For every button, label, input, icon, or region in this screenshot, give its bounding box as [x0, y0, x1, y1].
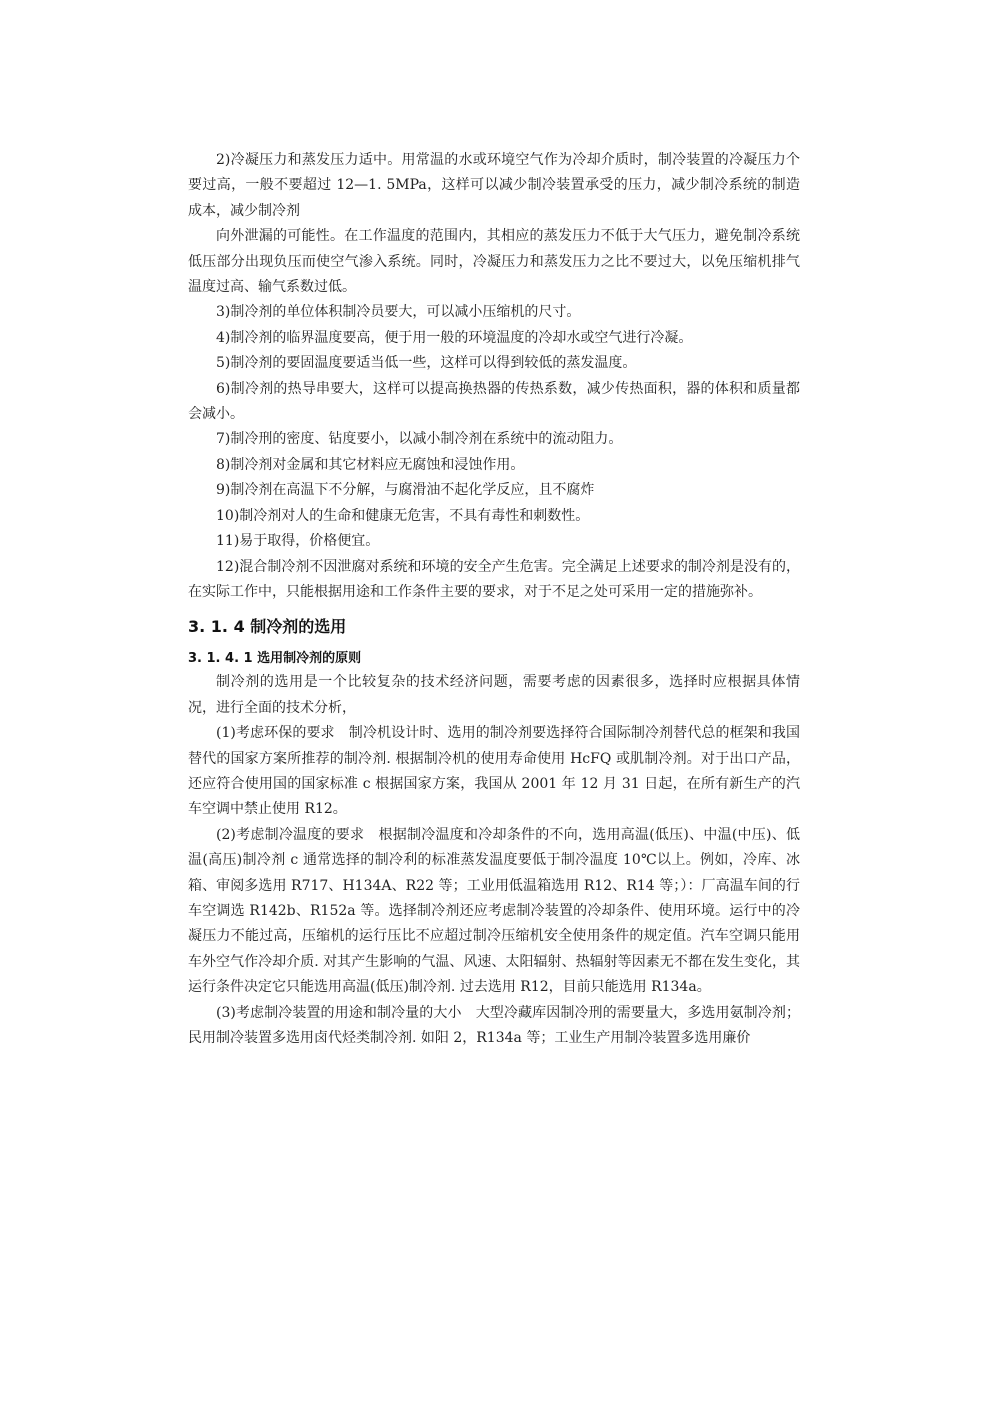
paragraph-usage: (3)考虑制冷装置的用途和制冷量的大小 大型冷藏库因制冷刑的需要量大，多选用氨制冷剂；民用制冷装置多选用卤代烃类制冷剂. 如阳 2，R134a 等；工业生产用制冷装置多选用廉价 — [188, 1004, 800, 1046]
paragraph-selection-intro: 制冷剂的选用是一个比较复杂的技术经济问题，需要考虑的因素很多，选择时应根据具体情况，进行全面的技术分析， — [188, 674, 800, 716]
paragraph-item-10: 10)制冷剂对人的生命和健康无危害，不具有毒性和刺数性。 — [216, 507, 590, 524]
section-heading: 3. 1. 4 制冷剂的选用 — [188, 617, 347, 637]
document-page — [188, 148, 800, 1051]
paragraph-item-6: 6)制冷剂的热导串要大，这样可以提高换热器的传热系数，减少传热面积，器的体积和质量都会减小。 — [188, 380, 800, 423]
paragraph-item-3: 3)制冷剂的单位体积制冷员要大，可以减小压缩机的尺寸。 — [216, 304, 581, 321]
paragraph-item-12: 12)混合制冷剂不因泄腐对系统和环境的安全产生危害。完全满足上述要求的制冷剂是没有的，在实际工作中，只能根据用途和工作条件主要的要求，对于不足之处可采用一定的措施弥补。 — [188, 558, 800, 600]
paragraph-item-5: 5)制冷剂的要固温度要适当低一些，这样可以得到较低的蒸发温度。 — [216, 355, 637, 372]
paragraph-item-9: 9)制冷剂在高温下不分解，与腐滑油不起化学反应，且不腐炸 — [216, 482, 595, 499]
paragraph-condensing-pressure: 2)冷凝压力和蒸发压力适中。用常温的水或环境空气作为冷却介质时，制冷装置的冷凝压力个要过高，一般不要超过 12—1. 5MPa，这样可以减少制冷装置承受的压力，减少制冷系统的制造成本，减少制冷剂 — [188, 152, 800, 219]
paragraph-leakage: 向外泄漏的可能性。在工作温度的范围内，其相应的蒸发压力不低于大气压力，避免制冷系统低压部分出现负压而使空气渗入系统。同时，冷凝压力和蒸发压力之比不要过大，以免压缩机排气温度过高、输气系数过低。 — [188, 228, 800, 296]
paragraph-item-7: 7)制冷刑的密度、钻度要小，以减小制冷剂在系统中的流动阻力。 — [216, 431, 623, 448]
paragraph-environment: (1)考虑环保的要求 制冷机设计时、选用的制冷剂要选择符合国际制冷剂替代总的框架和我国替代的国家方案所推荐的制冷剂. 根据制冷机的使用寿命使用 HcFQ 或肌制冷剂。对于出口产品，还应符合使用国的国家标准 c 根据国家方案，我国从 2001 年 12 月 31 日起，在所有新生产的汽车空调中禁止使用 R12。 — [188, 725, 800, 818]
paragraph-item-11: 11)易于取得，价格便宜。 — [216, 533, 380, 550]
paragraph-temperature: (2)考虑制冷温度的要求 根据制冷温度和冷却条件的不向，选用高温(低压)、中温(中压)、低温(高压)制冷剂 c 通常选择的制冷利的标准蒸发温度要低于制冷温度 10℃以上。例如，冷库、冰箱、审阅多选用 R717、H134A、R22 等；工业用低温箱选用 R12、R14 等；）：厂高温车间的行车空调选 R142b、R152a 等。选择制冷剂还应考虑制冷装置的冷却条件、使用环境。运行中的冷凝压力不能过高，压缩机的运行压比不应超过制冷压缩机安全使用条件的规定值。汽车空调只能用车外空气作冷却介质. 对其产生影响的气温、风速、太阳辐射、热辐射等因素无不都在发生变化，其运行条件决定它只能选用高温(低压)制冷剂. 过去选用 R12，目前只能选用 R134a。 — [188, 826, 800, 996]
paragraph-item-8: 8)制冷剂对金属和其它材料应无腐蚀和浸蚀作用。 — [216, 456, 525, 473]
subsection-heading: 3. 1. 4. 1 选用制冷剂的原则 — [188, 651, 362, 667]
paragraph-item-4: 4)制冷剂的临界温度要高，便于用一般的环境温度的冷却水或空气进行冷凝。 — [216, 329, 693, 346]
